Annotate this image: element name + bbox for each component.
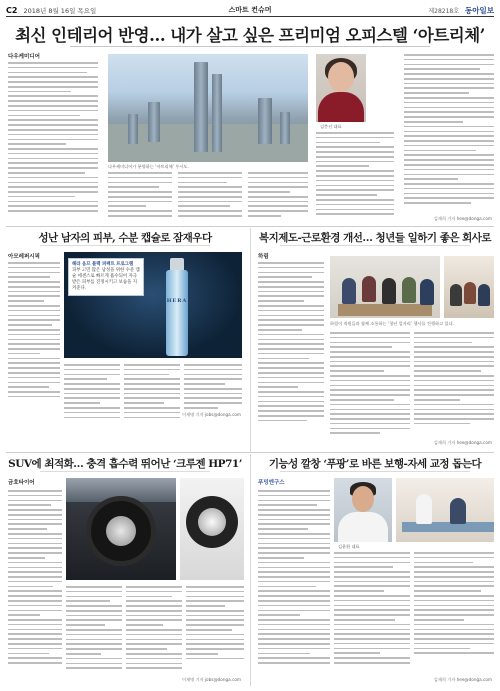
section-divider-2 — [6, 452, 494, 453]
article5-byline: 김재희 기자 hee@donga.com — [433, 677, 492, 682]
headline-rule — [70, 46, 430, 47]
building-photo-caption: 다우케미디어가 분양하는 ‘아트리체’ 투시도. — [108, 164, 189, 169]
product-info-title: 헤라 옴므 블랙 퍼펙트 프로그램 — [72, 262, 134, 267]
article3-company-label: 하림 — [258, 254, 269, 260]
article1-body-col6 — [404, 54, 494, 214]
ceo-portrait-photo-2 — [334, 478, 392, 542]
article3-byline: 김재희 기자 hee@donga.com — [433, 440, 492, 445]
article4-company-label: 금호타이어 — [8, 480, 35, 486]
article4-byline: 이재명 기자 jobs@donga.com — [182, 677, 242, 682]
building-rendering-photo — [108, 54, 308, 162]
suv-tire-photo — [66, 478, 176, 580]
article2-byline: 이재명 기자 jobs@donga.com — [182, 412, 242, 417]
insole-fitting-photo — [396, 478, 494, 542]
article1-byline: 김재희 기자 hee@donga.com — [433, 216, 492, 221]
issue-number: 제28218호 — [428, 7, 460, 15]
column-divider-1 — [250, 228, 251, 452]
section-title: 스마트 컨슈머 — [228, 6, 272, 14]
product-brand-text: HERA — [166, 298, 188, 304]
article2-body-col1 — [8, 262, 60, 412]
section-divider-1 — [6, 226, 494, 227]
ceo-portrait-caption-2: 김윤환 대표 — [338, 544, 360, 549]
cosmetic-product-photo — [64, 252, 242, 358]
article3-headline: 복지제도-근로환경 개선… 청년들 일하기 좋은 회사로 — [258, 232, 492, 244]
employee-photo-caption: 하림이 직원들과 함께 소통하는 ‘청년 일자리’ 행사를 진행하고 있다. — [330, 321, 454, 326]
article5-headline: 기능성 깔창 ‘푸팡’로 바른 보행-자세 교정 돕는다 — [268, 458, 482, 470]
ceo-portrait-photo — [316, 54, 366, 122]
article4-body-col4 — [186, 586, 244, 672]
article5-body-col3 — [414, 552, 494, 672]
article3-body-col3 — [414, 332, 494, 436]
article1-body-col3 — [178, 172, 242, 222]
article3-body-col1 — [258, 262, 324, 442]
column-divider-2 — [250, 454, 251, 686]
header-rule — [6, 16, 494, 17]
article1-body-col1 — [8, 62, 98, 222]
ceo-portrait-caption: 김충선 대표 — [320, 124, 342, 129]
article2-company-label: 아모레퍼시픽 — [8, 254, 40, 260]
article2-headline: 성난 남자의 피부, 수분 캡슐로 잠재우다 — [38, 232, 212, 244]
article5-company-label: 푸밍엔구스 — [258, 480, 285, 486]
article5-body-col1 — [258, 490, 330, 680]
product-info-body: 피부 고민 많은 남성을 위한 수분 캡슐 에센스로 빠르게 흡수되어 자극 받은 피부를 진정시키고 보습을 지켜준다. — [72, 268, 140, 291]
article1-body-col5 — [316, 132, 394, 224]
tire-product-photo — [180, 478, 244, 580]
article2-body-col3 — [124, 364, 180, 424]
article1-company-label: 다우케미디어 — [8, 54, 40, 60]
product-info-box — [68, 258, 144, 296]
article4-body-col3 — [126, 586, 182, 680]
page-header — [6, 4, 494, 16]
article2-body-col2 — [64, 364, 120, 424]
issue-date: 2018년 8월 16일 목요일 — [23, 6, 97, 15]
article1-headline: 최신 인테리어 반영… 내가 살고 싶은 프리미엄 오피스텔 ‘아트리체’ — [15, 26, 485, 45]
article4-headline: SUV에 최적화… 충격 흡수력 뛰어난 ‘크루젠 HP71’ — [8, 458, 242, 470]
article1-body-col4 — [248, 172, 308, 222]
article4-body-col1 — [8, 490, 62, 680]
article5-body-col2 — [334, 552, 410, 680]
article1-body-col2 — [108, 172, 172, 222]
article3-body-col2 — [330, 332, 410, 444]
article4-body-col2 — [66, 586, 122, 680]
page-number: C2 — [6, 5, 18, 15]
employee-event-photo-1 — [330, 256, 440, 318]
employee-event-photo-2 — [444, 256, 494, 318]
newspaper-logo: 동아일보 — [465, 5, 494, 15]
